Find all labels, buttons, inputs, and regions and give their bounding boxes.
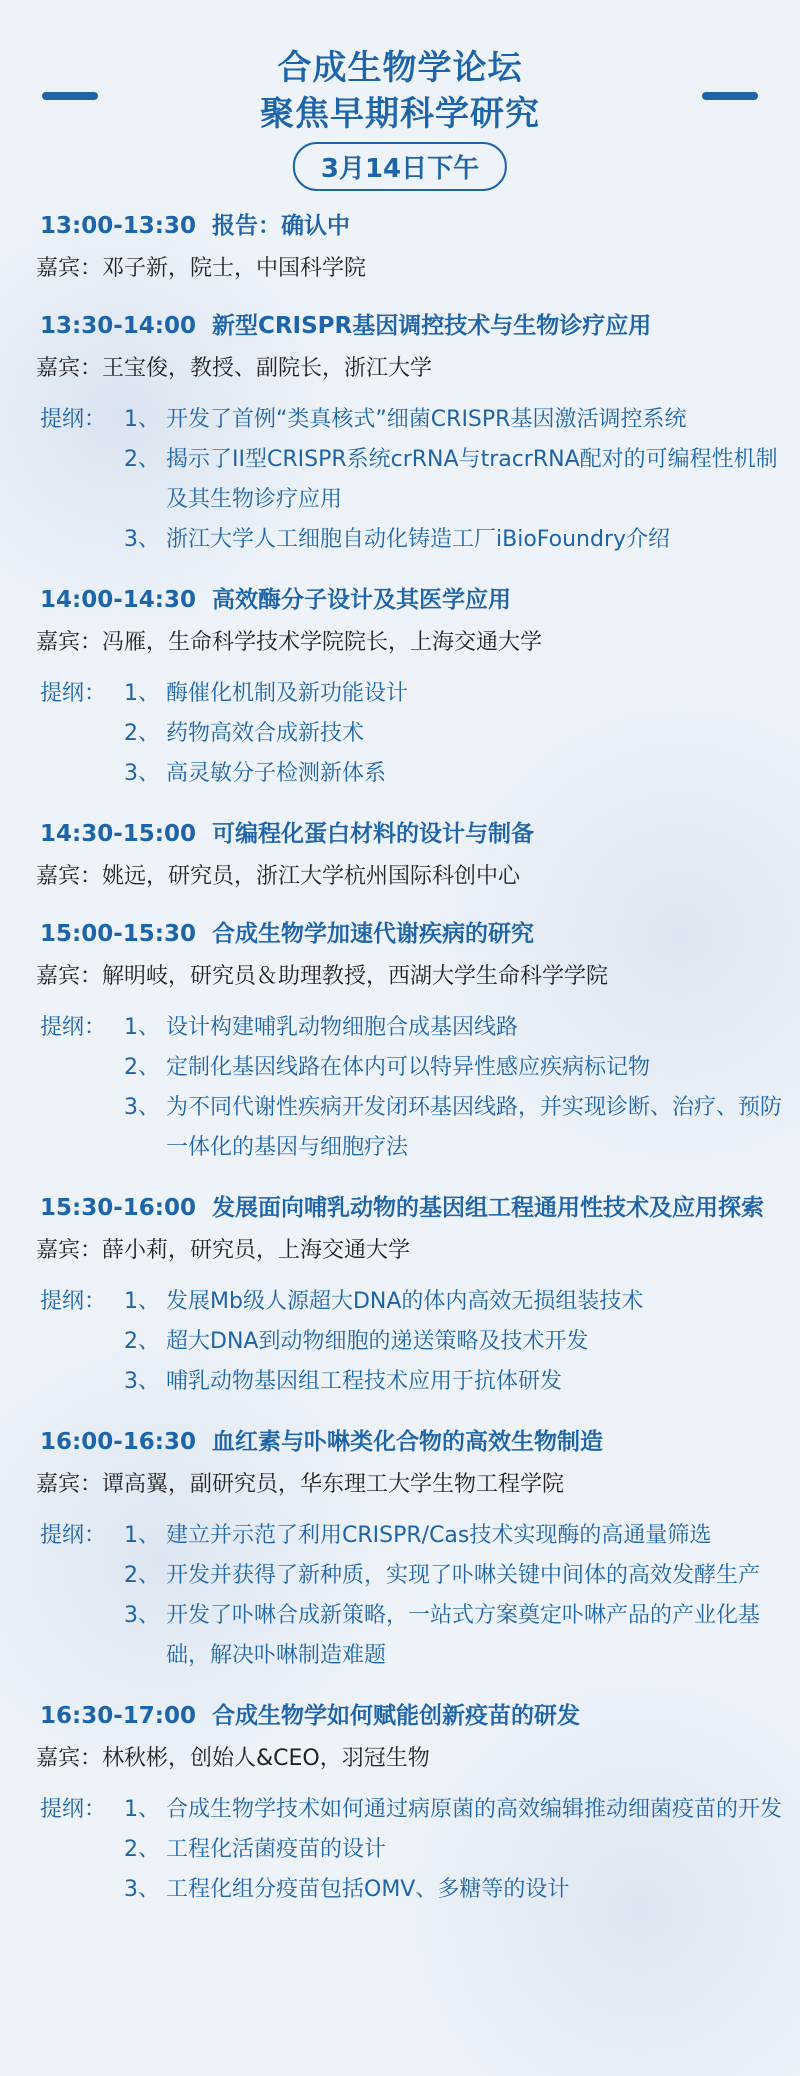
outline-number: 3、 (124, 527, 160, 552)
outline-item (124, 1596, 790, 1676)
outline-item (124, 440, 790, 520)
session-outline (40, 674, 790, 794)
session (36, 918, 790, 1168)
outline-number: 3、 (124, 1603, 160, 1628)
session-header (40, 210, 790, 242)
session-guest: 嘉宾：王宝俊，教授、副院长，浙江大学 (36, 356, 433, 381)
outline-item (40, 1282, 790, 1322)
outline-item (40, 1008, 790, 1048)
outline-number: 2、 (124, 1837, 160, 1862)
outline-label: 提纲： (40, 1015, 107, 1040)
date-badge: 3月14日下午 (293, 142, 507, 191)
outline-label: 提纲： (40, 1797, 107, 1822)
session-list (0, 210, 800, 1910)
outline-number: 1、 (124, 681, 160, 706)
outline-text: 高灵敏分子检测新体系 (166, 761, 387, 786)
outline-label: 提纲： (40, 681, 107, 706)
outline-number: 3、 (124, 1369, 160, 1394)
outline-label: 提纲： (40, 407, 107, 432)
outline-item (124, 1870, 790, 1910)
session-time: 13:00-13:30 (40, 213, 196, 239)
session (36, 1426, 790, 1676)
outline-text: 定制化基因线路在体内可以特异性感应疾病标记物 (166, 1055, 651, 1080)
session-header (40, 310, 790, 342)
session-topic: 报告：确认中 (211, 213, 350, 239)
session-header (40, 918, 790, 950)
outline-item (124, 1322, 790, 1362)
outline-text: 浙江大学人工细胞自动化铸造工厂iBioFoundry介绍 (166, 527, 671, 552)
outline-item (124, 1048, 790, 1088)
page-title-line1: 合成生物学论坛 (277, 48, 523, 88)
session (36, 584, 790, 794)
outline-number: 1、 (124, 407, 160, 432)
outline-text: 酶催化机制及新功能设计 (166, 681, 409, 706)
session-topic: 合成生物学如何赋能创新疫苗的研发 (211, 1703, 580, 1729)
session-guest: 嘉宾：解明岐，研究员＆助理教授，西湖大学生命科学学院 (36, 964, 609, 989)
outline-text: 揭示了II型CRISPR系统crRNA与tracrRNA配对的可编程性机制及其生物诊疗应用 (166, 447, 778, 512)
session-guest: 嘉宾：冯雁，生命科学技术学院院长，上海交通大学 (36, 630, 543, 655)
outline-text: 合成生物学技术如何通过病原菌的高效编辑推动细菌疫苗的开发 (166, 1797, 783, 1822)
session-outline (40, 400, 790, 560)
session-topic: 新型CRISPR基因调控技术与生物诊疗应用 (211, 313, 652, 339)
session (36, 310, 790, 560)
outline-number: 2、 (124, 1055, 160, 1080)
session-header (40, 1192, 790, 1224)
session-topic: 高效酶分子设计及其医学应用 (211, 587, 511, 613)
session-guest: 嘉宾：姚远，研究员，浙江大学杭州国际科创中心 (36, 864, 521, 889)
outline-number: 2、 (124, 447, 160, 472)
session (36, 1700, 790, 1910)
outline-text: 工程化组分疫苗包括OMV、多糖等的设计 (166, 1877, 570, 1902)
outline-number: 1、 (124, 1797, 160, 1822)
session-time: 15:30-16:00 (40, 1195, 196, 1221)
header (0, 0, 800, 210)
outline-number: 1、 (124, 1523, 160, 1548)
outline-text: 开发了卟啉合成新策略，一站式方案奠定卟啉产品的产业化基础，解决卟啉制造难题 (166, 1603, 761, 1668)
session-header (40, 1426, 790, 1458)
outline-item (40, 400, 790, 440)
outline-number: 3、 (124, 761, 160, 786)
outline-item (124, 1088, 790, 1168)
session-topic: 可编程化蛋白材料的设计与制备 (211, 821, 534, 847)
session-guest: 嘉宾：邓子新，院士，中国科学院 (36, 256, 367, 281)
outline-number: 2、 (124, 721, 160, 746)
outline-label: 提纲： (40, 1523, 107, 1548)
session-time: 14:30-15:00 (40, 821, 196, 847)
session (36, 818, 790, 894)
session-time: 15:00-15:30 (40, 921, 196, 947)
outline-number: 1、 (124, 1289, 160, 1314)
outline-text: 开发并获得了新种质，实现了卟啉关键中间体的高效发酵生产 (166, 1563, 761, 1588)
outline-text: 为不同代谢性疾病开发闭环基因线路，并实现诊断、治疗、预防一体化的基因与细胞疗法 (166, 1095, 783, 1160)
session-guest: 嘉宾：薛小莉，研究员，上海交通大学 (36, 1238, 411, 1263)
outline-text: 工程化活菌疫苗的设计 (166, 1837, 387, 1862)
session-header (40, 818, 790, 850)
page-title-line2: 聚焦早期科学研究 (260, 94, 540, 134)
outline-number: 1、 (124, 1015, 160, 1040)
session-guest: 嘉宾：谭高翼，副研究员，华东理工大学生物工程学院 (36, 1472, 565, 1497)
outline-item (124, 1830, 790, 1870)
outline-item (124, 520, 790, 560)
session-time: 13:30-14:00 (40, 313, 196, 339)
outline-item (124, 754, 790, 794)
session-outline (40, 1008, 790, 1168)
outline-item (124, 1556, 790, 1596)
outline-text: 发展Mb级人源超大DNA的体内高效无损组装技术 (166, 1289, 644, 1314)
outline-number: 3、 (124, 1095, 160, 1120)
outline-item (40, 674, 790, 714)
session-time: 16:00-16:30 (40, 1429, 196, 1455)
session-time: 14:00-14:30 (40, 587, 196, 613)
outline-text: 药物高效合成新技术 (166, 721, 365, 746)
outline-label: 提纲： (40, 1289, 107, 1314)
session (36, 1192, 790, 1402)
outline-item (124, 1362, 790, 1402)
session-topic: 发展面向哺乳动物的基因组工程通用性技术及应用探索 (211, 1195, 764, 1221)
outline-item (124, 714, 790, 754)
session-header (40, 1700, 790, 1732)
outline-number: 3、 (124, 1877, 160, 1902)
session-outline (40, 1282, 790, 1402)
session-outline (40, 1790, 790, 1910)
session-topic: 合成生物学加速代谢疾病的研究 (211, 921, 534, 947)
session-topic: 血红素与卟啉类化合物的高效生物制造 (211, 1429, 603, 1455)
outline-text: 超大DNA到动物细胞的递送策略及技术开发 (166, 1329, 589, 1354)
outline-number: 2、 (124, 1563, 160, 1588)
session (36, 210, 790, 286)
outline-number: 2、 (124, 1329, 160, 1354)
outline-text: 哺乳动物基因组工程技术应用于抗体研发 (166, 1369, 563, 1394)
session-guest: 嘉宾：林秋彬，创始人&CEO，羽冠生物 (36, 1746, 430, 1771)
session-time: 16:30-17:00 (40, 1703, 196, 1729)
outline-item (40, 1516, 790, 1556)
outline-text: 开发了首例“类真核式”细菌CRISPR基因激活调控系统 (166, 407, 687, 432)
outline-item (40, 1790, 790, 1830)
session-header (40, 584, 790, 616)
session-outline (40, 1516, 790, 1676)
outline-text: 设计构建哺乳动物细胞合成基因线路 (166, 1015, 519, 1040)
outline-text: 建立并示范了利用CRISPR/Cas技术实现酶的高通量筛选 (166, 1523, 712, 1548)
